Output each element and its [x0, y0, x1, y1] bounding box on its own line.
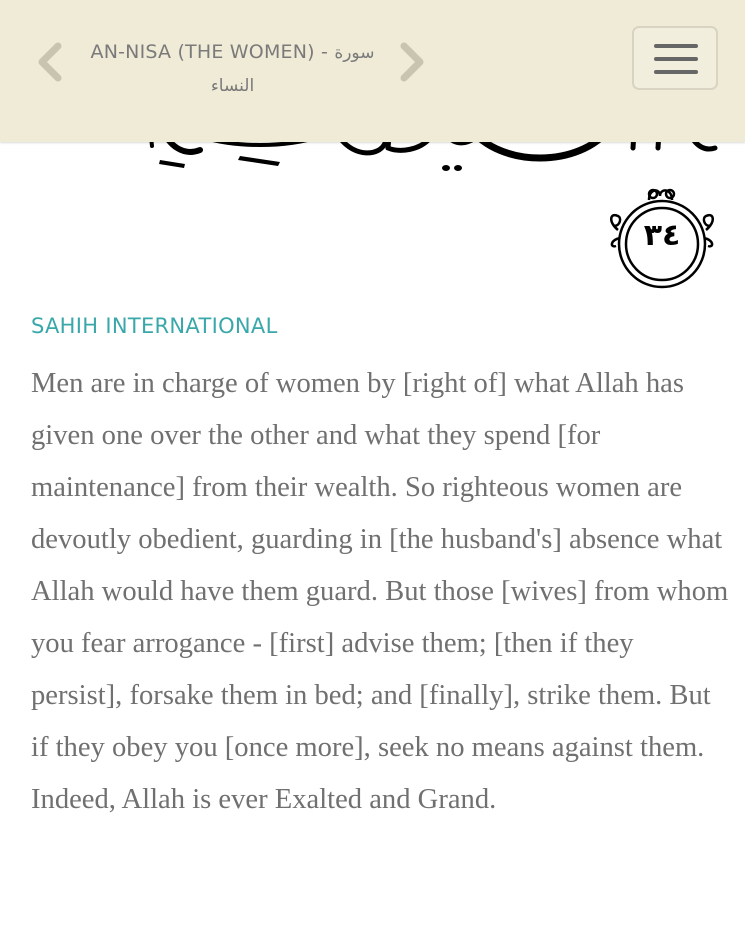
translation-text: Men are in charge of women by [right of] what Allah has given one over the other and what they spend [for maintenance] from their wealth. So righteous women are devoutly obedient, guarding in [the husband's] absence what Allah would have them guard. But those [wives] from whom you fear arrogance - [first] advise them; [then if they persist], forsake them in bed; and [finally], strike them. But if they obey you [once more], seek no means against them. Indeed, Allah is ever Exalted and Grand. — [31, 368, 729, 815]
surah-title — [70, 36, 395, 102]
chevron-left-icon — [34, 42, 64, 82]
surah-title-arabic-name: النساء — [210, 76, 255, 96]
translation-label: SAHIH INTERNATIONAL — [31, 314, 278, 338]
verse-number-medallion — [606, 186, 718, 290]
surah-title-english: AN-NISA (THE WOMEN) - — [90, 41, 335, 63]
verse-number: ٣٤ — [643, 218, 681, 253]
surah-title-arabic-prefix: سورة — [334, 43, 375, 63]
menu-button[interactable] — [632, 26, 718, 90]
previous-surah-button[interactable] — [34, 42, 64, 82]
chevron-right-icon — [398, 42, 428, 82]
top-nav-bar — [0, 0, 745, 142]
next-surah-button[interactable] — [398, 42, 428, 82]
